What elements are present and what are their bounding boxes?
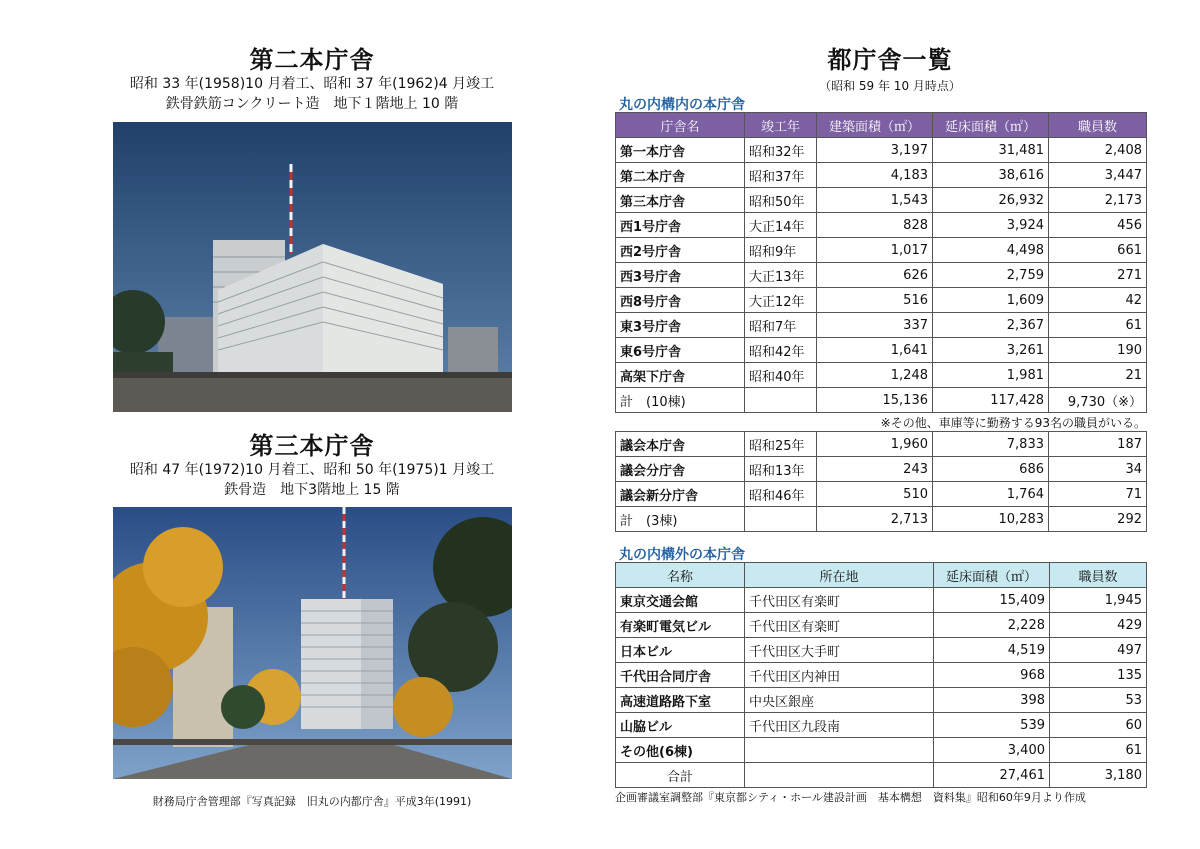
building-name: 千代田合同庁舎 bbox=[616, 663, 745, 688]
floor-area: 1,764 bbox=[933, 482, 1049, 507]
building-name: 有楽町電気ビル bbox=[616, 613, 745, 638]
building-area: 828 bbox=[817, 213, 933, 238]
staff-count: 2,173 bbox=[1049, 188, 1147, 213]
building3-photo bbox=[113, 507, 512, 779]
staff-count: 429 bbox=[1050, 613, 1147, 638]
staff-count: 2,408 bbox=[1049, 138, 1147, 163]
floor-area: 4,519 bbox=[934, 638, 1050, 663]
table-row bbox=[616, 238, 1147, 263]
location: 千代田区内神田 bbox=[745, 663, 934, 688]
total-row bbox=[616, 763, 1147, 788]
building-name: 東3号庁舎 bbox=[616, 313, 745, 338]
table-row bbox=[616, 482, 1147, 507]
year: 昭和9年 bbox=[745, 238, 817, 263]
staff-count: 135 bbox=[1050, 663, 1147, 688]
building-name: 高架下庁舎 bbox=[616, 363, 745, 388]
building-name: 西3号庁舎 bbox=[616, 263, 745, 288]
staff-count: 456 bbox=[1049, 213, 1147, 238]
year: 大正12年 bbox=[745, 288, 817, 313]
total-label: 計 (3棟) bbox=[616, 507, 745, 532]
staff-count: 497 bbox=[1050, 638, 1147, 663]
total-staff: 3,180 bbox=[1050, 763, 1147, 788]
building3-title: 第三本庁舎 bbox=[249, 432, 375, 460]
building2-line2: 鉄骨鉄筋コンクリート造 地下１階地上 10 階 bbox=[165, 96, 459, 112]
table-row bbox=[616, 457, 1147, 482]
staff-count: 187 bbox=[1049, 432, 1147, 457]
table-row bbox=[616, 663, 1147, 688]
col-header: 所在地 bbox=[745, 563, 934, 588]
building-name: 東京交通会館 bbox=[616, 588, 745, 613]
year: 昭和37年 bbox=[745, 163, 817, 188]
assembly-table bbox=[615, 431, 1147, 532]
building-area: 1,960 bbox=[817, 432, 933, 457]
outside-header-row bbox=[616, 563, 1147, 588]
floor-area: 968 bbox=[934, 663, 1050, 688]
location: 千代田区有楽町 bbox=[745, 588, 934, 613]
total-staff: 292 bbox=[1049, 507, 1147, 532]
building-area: 1,543 bbox=[817, 188, 933, 213]
table-row bbox=[616, 688, 1147, 713]
floor-area: 15,409 bbox=[934, 588, 1050, 613]
inside-header-row bbox=[616, 113, 1147, 138]
inside-note: ※その他、車庫等に勤務する93名の職員がいる。 bbox=[880, 416, 1146, 430]
building-area: 516 bbox=[817, 288, 933, 313]
building3-line1: 昭和 47 年(1972)10 月着工、昭和 50 年(1975)1 月竣工 bbox=[129, 462, 495, 478]
floor-area: 686 bbox=[933, 457, 1049, 482]
total-location bbox=[745, 763, 934, 788]
col-header: 建築面積（㎡） bbox=[817, 113, 933, 138]
total-year bbox=[745, 507, 817, 532]
building-area: 3,197 bbox=[817, 138, 933, 163]
table-row bbox=[616, 363, 1147, 388]
table-row bbox=[616, 738, 1147, 763]
building-name: その他(6棟) bbox=[616, 738, 745, 763]
floor-area: 398 bbox=[934, 688, 1050, 713]
floor-area: 4,498 bbox=[933, 238, 1049, 263]
table-row bbox=[616, 588, 1147, 613]
year: 昭和13年 bbox=[745, 457, 817, 482]
staff-count: 42 bbox=[1049, 288, 1147, 313]
staff-count: 60 bbox=[1050, 713, 1147, 738]
floor-area: 26,932 bbox=[933, 188, 1049, 213]
list-title: 都庁舎一覧 bbox=[827, 46, 953, 74]
floor-area: 2,228 bbox=[934, 613, 1050, 638]
total-row bbox=[616, 388, 1147, 413]
staff-count: 3,447 bbox=[1049, 163, 1147, 188]
staff-count: 21 bbox=[1049, 363, 1147, 388]
floor-area: 539 bbox=[934, 713, 1050, 738]
table-row bbox=[616, 163, 1147, 188]
building2-line1: 昭和 33 年(1958)10 月着工、昭和 37 年(1962)4 月竣工 bbox=[129, 76, 495, 92]
building-name: 西1号庁舎 bbox=[616, 213, 745, 238]
year: 大正13年 bbox=[745, 263, 817, 288]
col-header: 延床面積（㎡） bbox=[934, 563, 1050, 588]
staff-count: 190 bbox=[1049, 338, 1147, 363]
building-name: 西8号庁舎 bbox=[616, 288, 745, 313]
total-year bbox=[745, 388, 817, 413]
building-area: 1,641 bbox=[817, 338, 933, 363]
inside-table bbox=[615, 112, 1147, 413]
building-name: 東6号庁舎 bbox=[616, 338, 745, 363]
floor-area: 2,367 bbox=[933, 313, 1049, 338]
building-area: 1,248 bbox=[817, 363, 933, 388]
staff-count: 53 bbox=[1050, 688, 1147, 713]
inside-heading: 丸の内構内の本庁舎 bbox=[619, 97, 745, 113]
table-row bbox=[616, 432, 1147, 457]
col-header: 庁舎名 bbox=[616, 113, 745, 138]
left-credit: 財務局庁舎管理部『写真記録 旧丸の内都庁舎』平成3年(1991) bbox=[152, 795, 472, 808]
col-header: 竣工年 bbox=[745, 113, 817, 138]
year: 大正14年 bbox=[745, 213, 817, 238]
building-area: 510 bbox=[817, 482, 933, 507]
total-floor-area: 10,283 bbox=[933, 507, 1049, 532]
floor-area: 7,833 bbox=[933, 432, 1049, 457]
total-row bbox=[616, 507, 1147, 532]
building-area: 626 bbox=[817, 263, 933, 288]
col-header: 職員数 bbox=[1049, 113, 1147, 138]
year: 昭和46年 bbox=[745, 482, 817, 507]
col-header: 職員数 bbox=[1050, 563, 1147, 588]
location: 千代田区大手町 bbox=[745, 638, 934, 663]
building-name: 日本ビル bbox=[616, 638, 745, 663]
table-row bbox=[616, 188, 1147, 213]
year: 昭和50年 bbox=[745, 188, 817, 213]
building-name: 西2号庁舎 bbox=[616, 238, 745, 263]
floor-area: 2,759 bbox=[933, 263, 1049, 288]
staff-count: 271 bbox=[1049, 263, 1147, 288]
right-credit: 企画審議室調整部『東京都シティ・ホール建設計画 基本構想 資料集』昭和60年9月より作成 bbox=[615, 791, 1086, 804]
table-row bbox=[616, 263, 1147, 288]
building3-line2: 鉄骨造 地下3階地上 15 階 bbox=[224, 482, 400, 498]
staff-count: 661 bbox=[1049, 238, 1147, 263]
staff-count: 71 bbox=[1049, 482, 1147, 507]
col-header: 延床面積（㎡） bbox=[933, 113, 1049, 138]
total-staff: 9,730（※） bbox=[1049, 388, 1147, 413]
year: 昭和7年 bbox=[745, 313, 817, 338]
year: 昭和32年 bbox=[745, 138, 817, 163]
staff-count: 1,945 bbox=[1050, 588, 1147, 613]
table-row bbox=[616, 213, 1147, 238]
year: 昭和25年 bbox=[745, 432, 817, 457]
building-area: 243 bbox=[817, 457, 933, 482]
table-row bbox=[616, 613, 1147, 638]
total-building-area: 15,136 bbox=[817, 388, 933, 413]
table-row bbox=[616, 138, 1147, 163]
staff-count: 34 bbox=[1049, 457, 1147, 482]
col-header: 名称 bbox=[616, 563, 745, 588]
total-floor-area: 117,428 bbox=[933, 388, 1049, 413]
floor-area: 3,924 bbox=[933, 213, 1049, 238]
outside-table bbox=[615, 562, 1147, 788]
total-label: 合計 bbox=[616, 763, 745, 788]
year: 昭和40年 bbox=[745, 363, 817, 388]
total-floor-area: 27,461 bbox=[934, 763, 1050, 788]
building-name: 高速道路路下室 bbox=[616, 688, 745, 713]
building2-photo bbox=[113, 122, 512, 412]
table-row bbox=[616, 338, 1147, 363]
total-building-area: 2,713 bbox=[817, 507, 933, 532]
building-name: 第二本庁舎 bbox=[616, 163, 745, 188]
staff-count: 61 bbox=[1050, 738, 1147, 763]
building2-title: 第二本庁舎 bbox=[249, 46, 375, 74]
total-label: 計 (10棟) bbox=[616, 388, 745, 413]
building-name: 議会本庁舎 bbox=[616, 432, 745, 457]
building-area: 4,183 bbox=[817, 163, 933, 188]
floor-area: 31,481 bbox=[933, 138, 1049, 163]
location bbox=[745, 738, 934, 763]
floor-area: 1,609 bbox=[933, 288, 1049, 313]
table-row bbox=[616, 313, 1147, 338]
building-name: 議会分庁舎 bbox=[616, 457, 745, 482]
floor-area: 1,981 bbox=[933, 363, 1049, 388]
staff-count: 61 bbox=[1049, 313, 1147, 338]
building-name: 第一本庁舎 bbox=[616, 138, 745, 163]
floor-area: 3,400 bbox=[934, 738, 1050, 763]
location: 中央区銀座 bbox=[745, 688, 934, 713]
table-row bbox=[616, 638, 1147, 663]
building-name: 山脇ビル bbox=[616, 713, 745, 738]
table-row bbox=[616, 713, 1147, 738]
building-area: 1,017 bbox=[817, 238, 933, 263]
floor-area: 38,616 bbox=[933, 163, 1049, 188]
building-area: 337 bbox=[817, 313, 933, 338]
building-name: 議会新分庁舎 bbox=[616, 482, 745, 507]
building-name: 第三本庁舎 bbox=[616, 188, 745, 213]
year: 昭和42年 bbox=[745, 338, 817, 363]
table-row bbox=[616, 288, 1147, 313]
location: 千代田区九段南 bbox=[745, 713, 934, 738]
outside-heading: 丸の内構外の本庁舎 bbox=[619, 547, 745, 563]
floor-area: 3,261 bbox=[933, 338, 1049, 363]
location: 千代田区有楽町 bbox=[745, 613, 934, 638]
list-subtitle: （昭和 59 年 10 月時点） bbox=[819, 79, 961, 93]
